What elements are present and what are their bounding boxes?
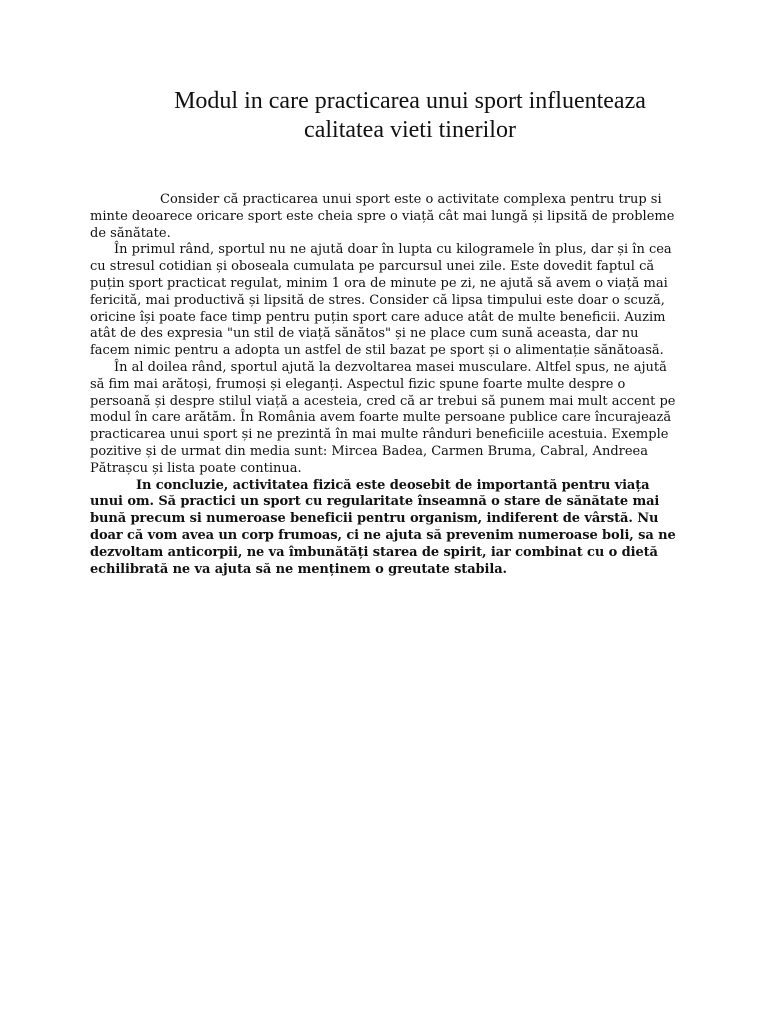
- paragraph-conclusion: In concluzie, activitatea fizică este deosebit de importantă pentru viața unui om. Să practici un sport cu regularitate înseamnă o stare de sănătate mai bună precum si numeroase beneficii pentru organism, indiferent de vârstă. Nu doar că vom avea un corp frumoas, ci ne ajuta să prevenim numeroase boli, sa ne dezvoltam anticorpii, ne va îmbunătăți starea de spirit, iar combinat cu o dietă echilibrată ne va ajuta să ne menținem o greutate stabila.: [90, 477, 676, 577]
- paragraph-intro: Consider că practicarea unui sport este o activitate complexa pentru trup si minte deoarece oricare sport este cheia spre o viață cât mai lungă și lipsită de probleme de sănătate.: [90, 192, 675, 241]
- document-body: [90, 192, 680, 578]
- title-line-1: Modul in care practicarea unui sport influenteaza: [174, 88, 646, 114]
- paragraph-second-argument: În al doilea rând, sportul ajută la dezvoltarea masei musculare. Altfel spus, ne ajută să fim mai arătoși, frumoși și eleganți. Aspectul fizic spune foarte multe despre o persoană și despre stilul viață a acesteia, cred că ar trebui să punem mai mult accent pe modul în care arătăm. În România avem foarte multe persoane publice care încurajează practicarea unui sport și ne prezintă în mai multe rânduri beneficiile acestuia. Exemple pozitive și de urmat din media sunt: Mircea Badea, Carmen Bruma, Cabral, Andreea Pătrașcu și lista poate continua.: [90, 359, 676, 476]
- title-line-2: calitatea vieti tinerilor: [304, 117, 516, 143]
- paragraph-first-argument: În primul rând, sportul nu ne ajută doar în lupta cu kilogramele în plus, dar și în cea cu stresul cotidian și oboseala cumulata pe parcursul unei zile. Este dovedit faptul că puțin sport practicat regulat, minim 1 ora de minute pe zi, ne ajută să avem o viață mai fericită, mai productivă și lipsită de stres. Consider că lipsa timpului este doar o scuză, oricine își poate face timp pentru puțin sport care aduce atât de multe beneficii. Auzim atât de des expresia "un stil de viață sănătos" și ne place cum sună aceasta, dar nu facem nimic pentru a adopta un astfel de stil bazat pe sport și o alimentație sănătoasă.: [90, 242, 672, 359]
- document-title: [80, 87, 740, 145]
